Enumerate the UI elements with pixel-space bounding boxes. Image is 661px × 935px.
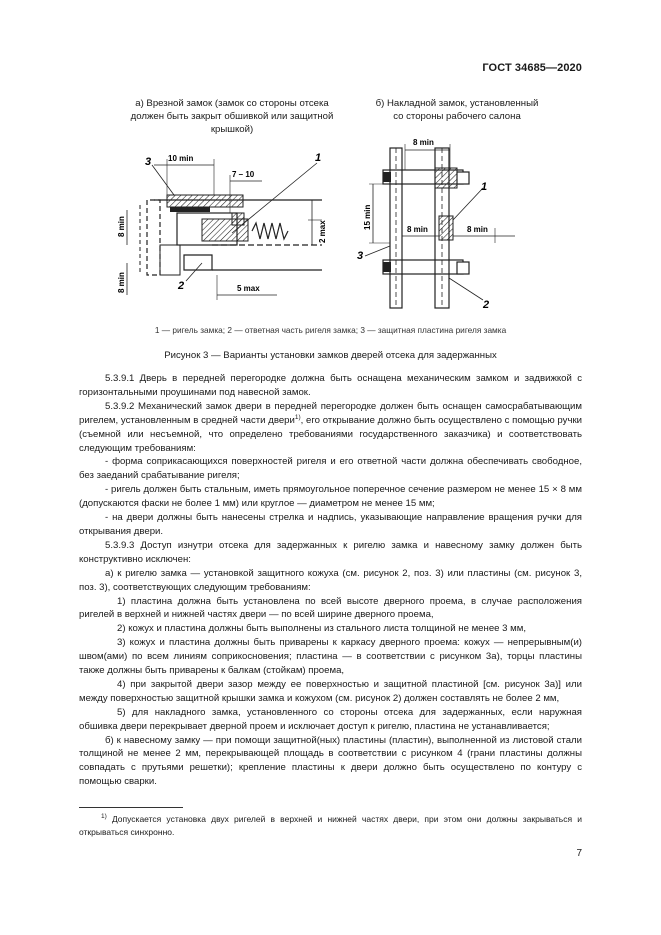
list-item: б) к навесному замку — при помощи защитной(ных) пластины (пластин), выполненной из листовой стали толщиной не менее 2 мм, перекрывающей площадь в соответствии с рисунком 4 (грани пластины должны совпадать с прутьями решетки); крепление пластины к двери должно быть осуществлено по контуру с помощью сварки.	[79, 734, 582, 788]
figure-title: Рисунок 3 — Варианты установки замков дверей отсека для задержанных	[164, 350, 497, 361]
list-item: 5) для накладного замка, установленного со стороны отсека для задержанных, если наружная обшивка двери перекрывает дверной проем и исключает доступ к ригелю, пластина не устанавливается;	[79, 706, 582, 732]
caption-a-line-1: а) Врезной замок (замок со стороны отсека	[135, 98, 329, 109]
caption-b-line-2: со стороны рабочего салона	[393, 111, 521, 122]
list-item: - на двери должны быть нанесены стрелка и надпись, указывающие направление вращения ручки для открывания двери.	[79, 512, 582, 537]
standard-number: ГОСТ 34685—2020	[482, 62, 582, 74]
list-item: 3) кожух и пластина должны быть приварены к каркасу дверного проема: кожух — непрерывным(и) швом(ами) по всем линиям соприкосновения; пластина — в соответствии с рисунком 3а), торцы пластины также должны быть приварены к балкам (стойкам) проема,	[79, 637, 582, 677]
caption-b-line-1: б) Накладной замок, установленный	[375, 98, 539, 109]
figure-caption-b	[362, 97, 552, 123]
dim-a-8min-bottom: 8 min	[117, 272, 126, 293]
footnote-mark: 1)	[101, 813, 107, 820]
para-5-3-9-2-tail: , его открывание должно быть осуществлено с помощью ручки (съемной или несъемной, что определено требованиями государственного заказчика) и соответствовать следующим требованиям:	[79, 414, 583, 454]
list-item: - форма соприкасающихся поверхностей ригеля и его ответной части должна обеспечивать свободное, без заеданий срабатывание ригеля;	[79, 456, 582, 482]
list-item: а) к ригелю замка — установкой защитного кожуха (см. рисунок 2, поз. 3) или пластины (см. рисунок 3, поз. 3), соответствующих следующим требованиям:	[79, 567, 582, 593]
footnote-divider	[79, 807, 183, 808]
drawing-mortise-lock	[112, 145, 342, 310]
label-a-2: 2	[178, 280, 185, 292]
footnote-text: Допускается установка двух ригелей в верхней и нижней частях двери, при этом они должны закрываться и открываться синхронно.	[79, 814, 582, 837]
label-b-3: 3	[357, 250, 364, 262]
list-item: 2) кожух и пластина должны быть выполнены из стального листа толщиной не менее 3 мм,	[117, 623, 527, 635]
list-item: 4) при закрытой двери зазор между ее поверхностью и защитной пластиной [см. рисунок 3а)] или между поверхностью защитной крышки замка и кожухом (см. рисунок 2) должен составлять не более 2 мм,	[79, 678, 582, 704]
drawing-surface-lock	[355, 128, 525, 318]
dim-a-10min: 10 min	[168, 154, 194, 163]
dim-b-8min-top: 8 min	[413, 138, 434, 147]
para-5-3-9-1: 5.3.9.1 Дверь в передней перегородке должна быть оснащена механическим замком и задвижкой с горизонтальными проушинами под навесной замок.	[79, 373, 582, 398]
list-item: - ригель должен быть стальным, иметь прямоугольное поперечное сечение размером не менее 15 × 8 мм (допускаются фаски не более 1 мм) или круглое — диаметром не менее 15 мм;	[79, 484, 582, 510]
label-b-1: 1	[481, 181, 488, 193]
list-item: 1) пластина должна быть установлена по всей высоте дверного проема, в случае расположения ригелей в верхней и нижней частях двери — по всей ширине дверного проема,	[79, 595, 582, 621]
footnote-ref: 1)	[294, 413, 301, 421]
para-5-3-9-2-text: 5.3.9.2 Механический замок двери в передней перегородке должен быть оснащен самосрабатывающим ригелем, установленным в средней части двери	[79, 400, 582, 426]
para-5-3-9-3: 5.3.9.3 Доступ изнутри отсека для задержанных к ригелю замка и навесному замку должен быть конструктивно исключен:	[79, 539, 582, 565]
footnote	[79, 813, 582, 838]
dim-a-5max: 5 max	[237, 284, 260, 293]
dim-a-2max: 2 max	[318, 220, 327, 243]
body-text	[79, 372, 582, 789]
dim-b-8min-right: 8 min	[467, 225, 488, 234]
para-5-3-9-2	[79, 400, 582, 456]
dim-a-7-10: 7 – 10	[232, 170, 255, 179]
label-b-2: 2	[483, 299, 490, 311]
dim-b-8min-mid: 8 min	[407, 225, 428, 234]
figure-caption-a	[112, 97, 352, 136]
label-a-3: 3	[145, 156, 152, 168]
page-number: 7	[576, 848, 582, 859]
label-a-1: 1	[315, 152, 322, 164]
caption-a-line-2: должен быть закрыт обшивкой или защитной крышкой)	[130, 111, 334, 135]
figure-legend: 1 — ригель замка; 2 — ответная часть ригеля замка; 3 — защитная пластина ригеля замка	[154, 325, 507, 335]
dim-b-15min: 15 min	[363, 204, 372, 230]
dim-a-8min-left: 8 min	[117, 216, 126, 237]
